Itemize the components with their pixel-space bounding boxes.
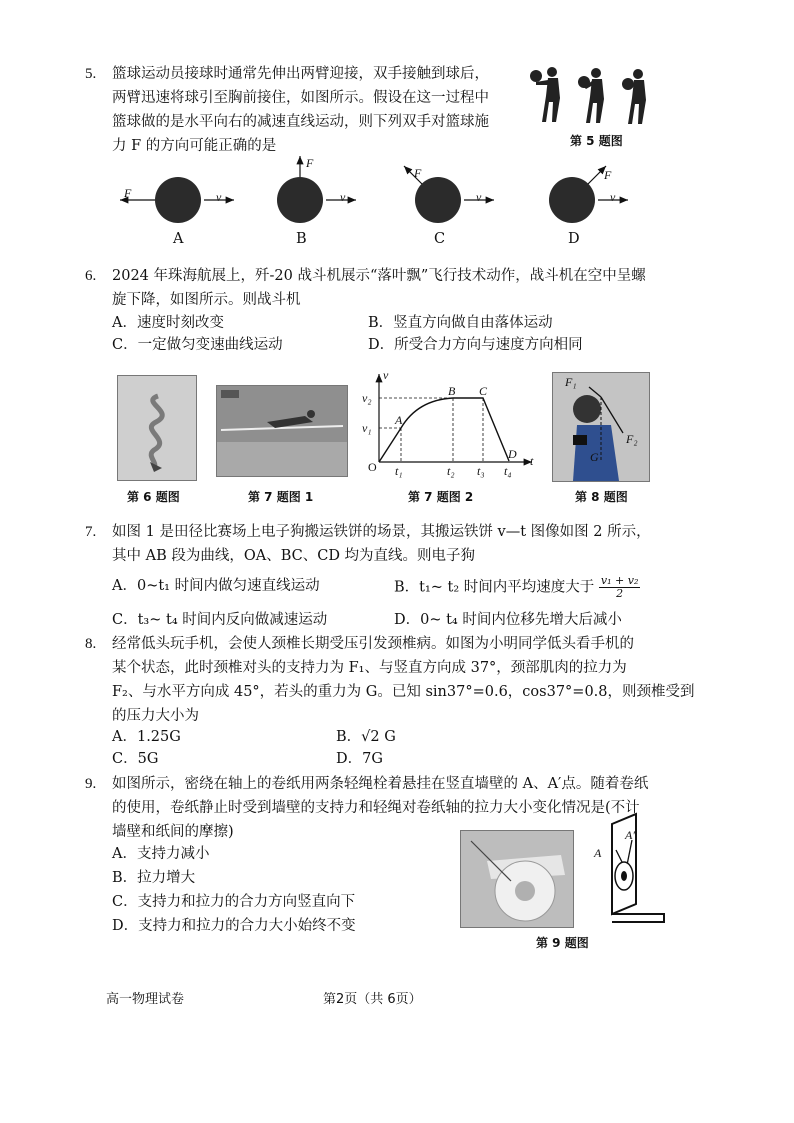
figure-caption: 第 7 题图 1	[248, 490, 314, 504]
question-number: 8.	[85, 636, 97, 652]
force-label: F	[414, 166, 422, 180]
question-number: 7.	[85, 524, 97, 540]
question-text-line: 如图 1 是田径比赛场上电子狗搬运铁饼的场景，其搬运铁饼 v—t 图像如图 2 所示，	[112, 524, 651, 540]
figure-caption: 第 7 题图 2	[408, 490, 474, 504]
figure-caption: 第 6 题图	[127, 490, 180, 504]
point-d-label: D	[508, 447, 517, 461]
option-d: D．7G	[336, 751, 383, 767]
figure-caption: 第 5 题图	[570, 134, 623, 148]
option-d: D．0~ t₄ 时间内位移先增大后减小	[394, 612, 622, 628]
fraction	[599, 575, 640, 600]
t4-label: t₄	[504, 464, 512, 478]
question-text-line: 如图所示，密绕在轴上的卷纸用两条轻绳栓着悬挂在竖直墙壁的 A、A′点。随着卷纸	[112, 776, 649, 792]
g-label: G	[590, 450, 599, 464]
toilet-paper-roll-icon	[461, 831, 573, 927]
point-c-label: C	[479, 384, 488, 398]
f1-label: F₁	[565, 375, 577, 389]
velocity-label: v	[610, 190, 616, 204]
origin-label: O	[368, 460, 377, 474]
v2-label: v₂	[362, 391, 372, 405]
figure-caption: 第 9 题图	[536, 936, 589, 950]
smoke-trail-icon	[118, 376, 196, 480]
force-label: F	[124, 186, 132, 200]
option-a-label: A	[173, 231, 184, 247]
option-c-label: C	[434, 231, 446, 247]
point-a-label: A	[395, 413, 403, 427]
question-text-line: 墙壁和纸间的摩擦)	[112, 824, 234, 840]
velocity-label: v	[216, 190, 222, 204]
question-text-line: 两臂迅速将球引至胸前接住，如图所示。假设在这一过程中	[112, 90, 489, 106]
option-d: D．支持力和拉力的合力大小始终不变	[112, 918, 356, 934]
t1-label: t₁	[395, 464, 403, 478]
fraction-numerator: v₁ + v₂	[600, 574, 639, 587]
option-a: A．速度时刻改变	[112, 315, 224, 331]
point-a-prime-label: A′	[625, 828, 635, 842]
velocity-label: v	[476, 190, 482, 204]
t-axis-label: t	[530, 454, 534, 468]
high-jump-scene-icon	[217, 386, 347, 476]
v1-label: v₁	[362, 421, 372, 435]
question-text-line: 篮球做的是水平向右的减速直线运动，则下列双手对篮球施	[112, 114, 489, 130]
segment-oa	[379, 428, 401, 462]
point-a-label: A	[594, 846, 602, 860]
force-options-diagram	[112, 154, 642, 250]
question-text-line: 的使用，卷纸静止时受到墙壁的支持力和轻绳对卷纸轴的拉力大小变化情况是(不计	[112, 800, 640, 816]
option-a: A．0~t₁ 时间内做匀速直线运动	[112, 578, 320, 594]
option-d: D．所受合力方向与速度方向相同	[368, 337, 583, 353]
segment-bc-cd	[453, 398, 509, 461]
question-text-line: 其中 AB 段为曲线，OA、BC、CD 均为直线。则电子狗	[112, 548, 476, 564]
option-a: A．支持力减小	[112, 846, 210, 862]
question-text-line: 篮球运动员接球时通常先伸出两臂迎接，双手接触到球后，	[112, 66, 489, 82]
fig9-photo	[460, 830, 574, 928]
question-text-line: 旋下降，如图所示。则战斗机	[112, 292, 301, 308]
option-c: C．一定做匀变速曲线运动	[112, 337, 283, 353]
option-c: C．支持力和拉力的合力方向竖直向下	[112, 894, 356, 910]
question-text-line: F₂、与水平方向成 45°，若头的重力为 G。已知 sin37°=0.6，cos37°=0.8，则颈椎受到	[112, 684, 695, 700]
force-label: F	[604, 168, 612, 182]
question-text-line: 某个状态，此时颈椎对头的支持力为 F₁、与竖直方向成 37°，颈部肌肉的拉力为	[112, 660, 627, 676]
question-number: 9.	[85, 776, 97, 792]
option-b: B．竖直方向做自由落体运动	[368, 315, 553, 331]
question-number: 6.	[85, 268, 97, 284]
option-a: A．1.25G	[112, 729, 181, 745]
v-axis-label: v	[383, 368, 389, 382]
option-b: B．拉力增大	[112, 870, 196, 886]
figure-caption: 第 8 题图	[575, 490, 628, 504]
question-text-line: 经常低头玩手机，会使人颈椎长期受压引发颈椎病。如图为小明同学低头看手机的	[112, 636, 634, 652]
velocity-label: v	[340, 190, 346, 204]
point-b-label: B	[448, 384, 456, 398]
t2-label: t₂	[447, 464, 455, 478]
option-d-diagram	[549, 166, 628, 223]
option-b-text: B．t₁~ t₂ 时间内平均速度大于	[394, 579, 595, 596]
question-text-line: 2024 年珠海航展上，歼-20 战斗机展示“落叶飘”飞行技术动作，战斗机在空中呈螺	[112, 268, 646, 284]
question-number: 5.	[85, 66, 97, 82]
option-b: B．√2 G	[336, 729, 396, 745]
footer-exam-title: 高一物理试卷	[106, 992, 185, 1007]
option-c: C．t₃~ t₄ 时间内反向做减速运动	[112, 612, 328, 628]
fraction-denominator: 2	[616, 587, 624, 600]
question-text-line: 的压力大小为	[112, 708, 199, 724]
basketball-players-figure	[522, 62, 660, 128]
segment-ab	[401, 398, 453, 428]
fig6-photo	[117, 375, 197, 481]
option-d-label: D	[568, 231, 580, 247]
option-c: C．5G	[112, 751, 159, 767]
t3-label: t₃	[477, 464, 485, 478]
footer-page-number: 第2页（共 6页）	[323, 992, 422, 1007]
option-b	[394, 575, 640, 600]
f2-label: F₂	[626, 432, 638, 446]
option-b-label: B	[296, 231, 307, 247]
fig7-1-photo	[216, 385, 348, 477]
question-text-line: 力 F 的方向可能正确的是	[112, 138, 277, 154]
force-label: F	[306, 156, 314, 170]
